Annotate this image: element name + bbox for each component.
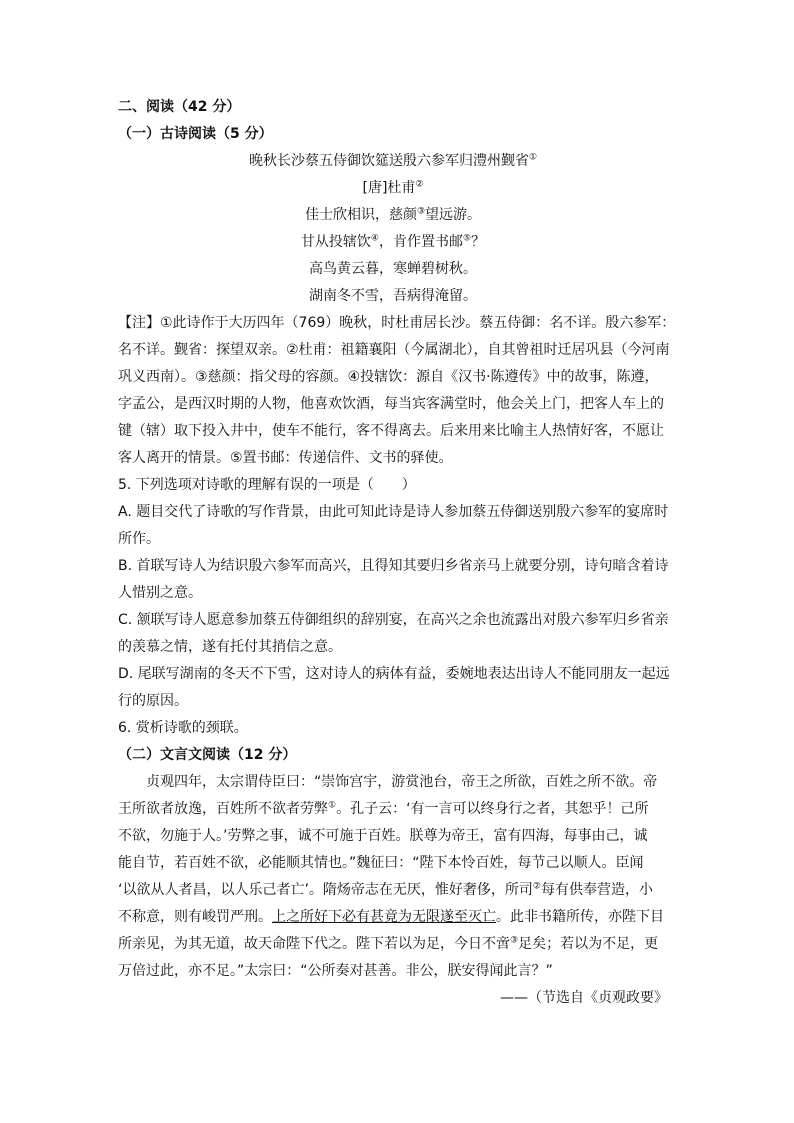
passage-line: 不欲，勿施于人。’劳弊之事，诚不可施于百姓。朕尊为帝王，富有四海，每事由己，诚	[118, 828, 648, 844]
option-d: D. 尾联写湖南的冬天不下雪，这对诗人的病体有益，委婉地表达出诗人不能同朋友一起远	[118, 666, 670, 682]
question-6: 6. 赏析诗歌的颈联。	[118, 720, 248, 736]
note-line: 字孟公，是西汉时期的人物，他喜欢饮酒，每当宾客满堂时，他会关上门，把客人车上的	[118, 396, 664, 412]
passage-source: ——（节选自《贞观政要》	[500, 990, 668, 1006]
note-line: 键（辖）取下投入井中，使车不能行，客不得离去。后来用来比喻主人热情好客，不愿让	[118, 423, 664, 439]
passage-line: 能自节，若百姓不欲，必能顺其情也。”魏征曰：“陛下本怜百姓，每节己以顺人。臣闻	[118, 855, 644, 871]
note-line: 巩义西南）。③慈颜：指父母的容颜。④投辖饮：源自《汉书·陈遵传》中的故事，陈遵，	[118, 369, 659, 385]
poem-title: 晚秋长沙蔡五侍御饮筵送殷六参军归澧州觐省①	[248, 152, 538, 169]
option-c: C. 颔联写诗人愿意参加蔡五侍御组织的辞别宴，在高兴之余也流露出对殷六参军归乡省亲	[118, 612, 669, 628]
part1-title: （一）古诗阅读（5 分）	[118, 126, 273, 142]
poem-line-4: 湖南冬不雪，吾病得淹留。	[309, 288, 477, 304]
poem-line-3: 高鸟黄云暮，寒蝉碧树秋。	[309, 261, 477, 277]
passage-line: 王所欲者放逸，百姓所不欲者劳弊①。孔子云：‘有一言可以终身行之者，其恕乎！己所	[118, 800, 649, 817]
passage-line: 万倍过此，亦不足。”太宗曰：“公所奏对甚善。非公，朕安得闻此言？”	[118, 963, 553, 979]
passage-line: 所亲见，为其无道，故天命陛下代之。陛下若以为足，今日不啻③足矣；若以为不足，更	[118, 935, 659, 952]
poem-author: [唐]杜甫②	[362, 179, 424, 196]
option-b: B. 首联写诗人为结识殷六参军而高兴，且得知其要归乡省亲马上就要分别，诗句暗含着诗	[118, 558, 669, 574]
exam-page	[118, 94, 676, 1012]
passage-line: ‘以欲从人者昌，以人乐己者亡’。隋炀帝志在无厌，惟好奢侈，所司②每有供奉营造，小	[118, 881, 653, 898]
option-c-cont: 的羡慕之情，遂有托付其捎信之意。	[118, 639, 342, 655]
option-d-cont: 行的原因。	[118, 693, 188, 709]
passage-line: 贞观四年，太宗谓侍臣曰：“崇饰宫宇，游赏池台，帝王之所欲，百姓之所不欲。帝	[146, 774, 658, 790]
poem-notes	[118, 310, 676, 472]
underlined-sentence: 上之所好下必有甚竟为无限遂至灭亡	[272, 909, 496, 925]
option-a: A. 题目交代了诗歌的写作背景，由此可知此诗是诗人参加蔡五侍御送别殷六参军的宴席时	[118, 504, 669, 520]
part2-title: （二）文言文阅读（12 分）	[118, 747, 297, 763]
question-5: 5. 下列选项对诗歌的理解有误的一项是（ ）	[118, 477, 416, 493]
passage-line: 不称意，则有峻罚严刑。上之所好下必有甚竟为无限遂至灭亡。此非书籍所传，亦陛下目	[118, 909, 664, 925]
note-line: 客人离开的情景。⑤置书邮：传递信件、文书的驿使。	[118, 450, 453, 466]
poem-line-1: 佳士欣相识，慈颜③望远游。	[304, 206, 482, 223]
note-line: 名不详。觐省：探望双亲。②杜甫：祖籍襄阳（今属湖北），自其曾祖时迁居巩县（今河南	[118, 342, 670, 358]
note-line: 【注】①此诗作于大历四年（769）晚秋，时杜甫居长沙。蔡五侍御：名不详。殷六参军：	[118, 315, 676, 331]
poem-line-2: 甘从投辖饮④，肯作置书邮⑤？	[300, 233, 486, 250]
option-a-cont: 所作。	[118, 531, 160, 547]
option-b-cont: 人惜别之意。	[118, 585, 202, 601]
section-title: 二、阅读（42 分）	[118, 99, 241, 115]
